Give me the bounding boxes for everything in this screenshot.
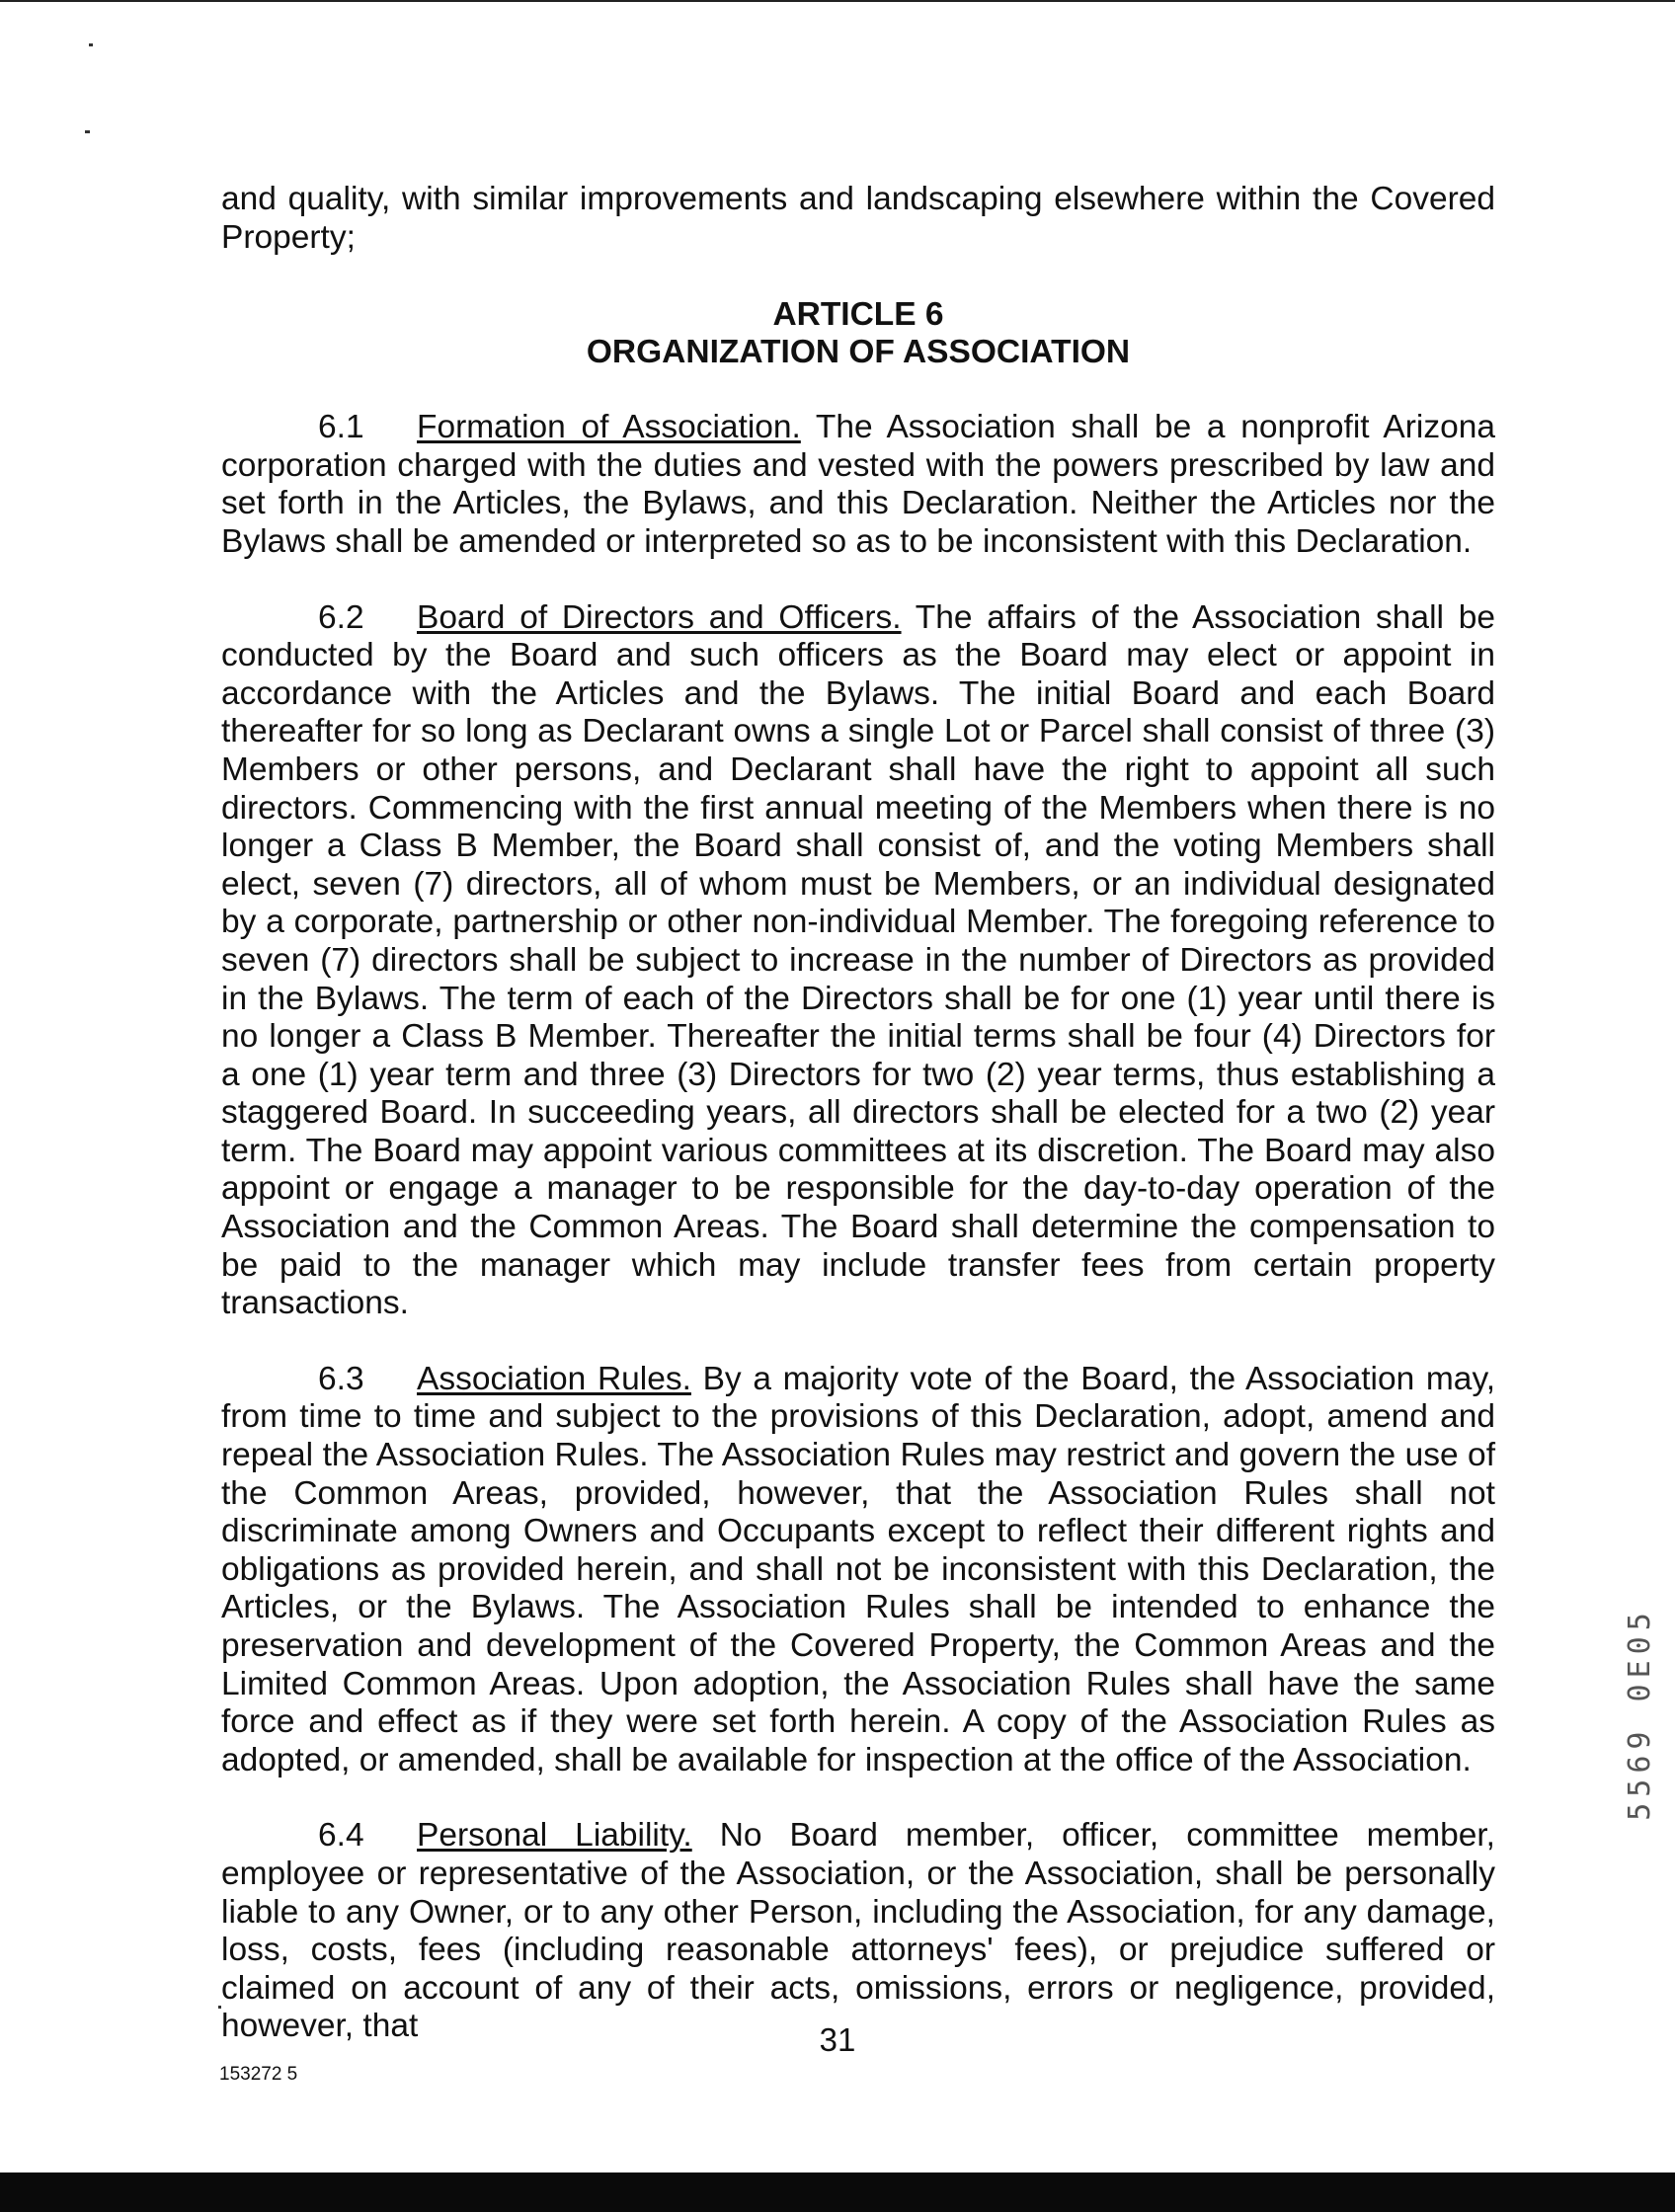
section-number: 6.1: [318, 409, 364, 446]
article-title: ORGANIZATION OF ASSOCIATION: [586, 334, 1131, 371]
intro-paragraph: and quality, with similar improvements and landscaping elsewhere within the Covered Property;: [221, 181, 1495, 256]
section-body: The affairs of the Association shall be conducted by the Board and such officers as the Board may elect or appoint in accordance with the Articles and the Bylaws. The initial Board and each Board thereafter for so long as Declarant owns a single Lot or Parcel shall consist of three (3) Members or other persons, and Declarant shall have the right to appoint all such directors. Commencing with the first annual meeting of the Members when there is no longer a Class B Member, the Board shall consist of, and the voting Members shall elect, seven (7) directors, all of whom must be Members, or an individual designated by a corporate, partnership or other non-individual Member. The foregoing reference to seven (7) directors shall be subject to increase in the number of Directors as provided in the Bylaws. The term of each of the Directors shall be for one (1) year until there is no longer a Class B Member. Thereafter the initial terms shall be four (4) Directors for a one (1) year term and three (3) Directors for two (2) year terms, thus establishing a staggered Board. In succeeding years, all directors shall be elected for a two (2) year term. The Board may appoint various committees at its discretion. The Board may also appoint or engage a manager to be responsible for the day-to-day operation of the Association and the Common Areas. The Board shall determine the compensation to be paid to the manager which may include transfer fees from certain property transactions.: [221, 598, 1496, 1322]
document-id: 153272 5: [219, 2064, 298, 2085]
section-body: By a majority vote of the Board, the Association may, from time to time and subject to the provisions of this Declaration, adopt, amend and repeal the Association Rules. The Association Rules may restrict and govern the use of the Common Areas, provided, however, that the Association Rules shall not discriminate among Owners and Occupants except to reflect their different rights and obligations as provided herein, and shall not be inconsistent with this Declaration, the Articles, or the Bylaws. The Association Rules shall be intended to enhance the preservation and development of the Covered Property, the Common Areas and the Limited Common Areas. Upon adoption, the Association Rules shall have the same force and effect as if they were set forth herein. A copy of the Association Rules as adopted, or amended, shall be available for inspection at the office of the Association.: [221, 1360, 1496, 1778]
bottom-scan-band: [0, 2172, 1675, 2212]
section-6-1: [221, 409, 1495, 561]
scan-speck: [89, 43, 93, 46]
section-title: Board of Directors and Officers.: [417, 598, 902, 636]
section-6-2: [221, 599, 1495, 1323]
section-number: 6.2: [318, 598, 364, 636]
article-number: ARTICLE 6: [772, 296, 944, 334]
side-stamp: [1622, 1550, 1657, 1876]
page-number: 31: [819, 2021, 856, 2058]
side-stamp-text: 5569 0E05: [1622, 1606, 1657, 1821]
top-border: [0, 0, 1675, 2]
scan-speck: [85, 130, 90, 133]
section-body: No Board member, officer, committee member, employee or representative of the Association, or the Association, shall be personally liable to any Owner, or to any other Person, including the Association, for any damage, loss, costs, fees (including reasonable attorneys' fees), or prejudice suffered or claimed on account of any of their acts, omissions, errors or negligence, provided, however, that: [221, 1817, 1495, 2045]
article-heading: [221, 296, 1495, 371]
section-title: Personal Liability.: [417, 1817, 692, 1855]
section-6-3: [221, 1361, 1495, 1780]
section-body: The Association shall be a nonprofit Arizona corporation charged with the duties and vested with the powers prescribed by law and set forth in the Articles, the Bylaws, and this Declaration. Neither the Articles nor the Bylaws shall be amended or interpreted so as to be inconsistent with this Declaration.: [221, 409, 1495, 560]
section-number: 6.3: [318, 1360, 364, 1397]
document-body: [221, 181, 1495, 2046]
section-number: 6.4: [318, 1817, 364, 1855]
section-title: Formation of Association.: [417, 409, 801, 446]
section-title: Association Rules.: [417, 1360, 691, 1397]
section-6-4: [221, 1817, 1495, 2046]
